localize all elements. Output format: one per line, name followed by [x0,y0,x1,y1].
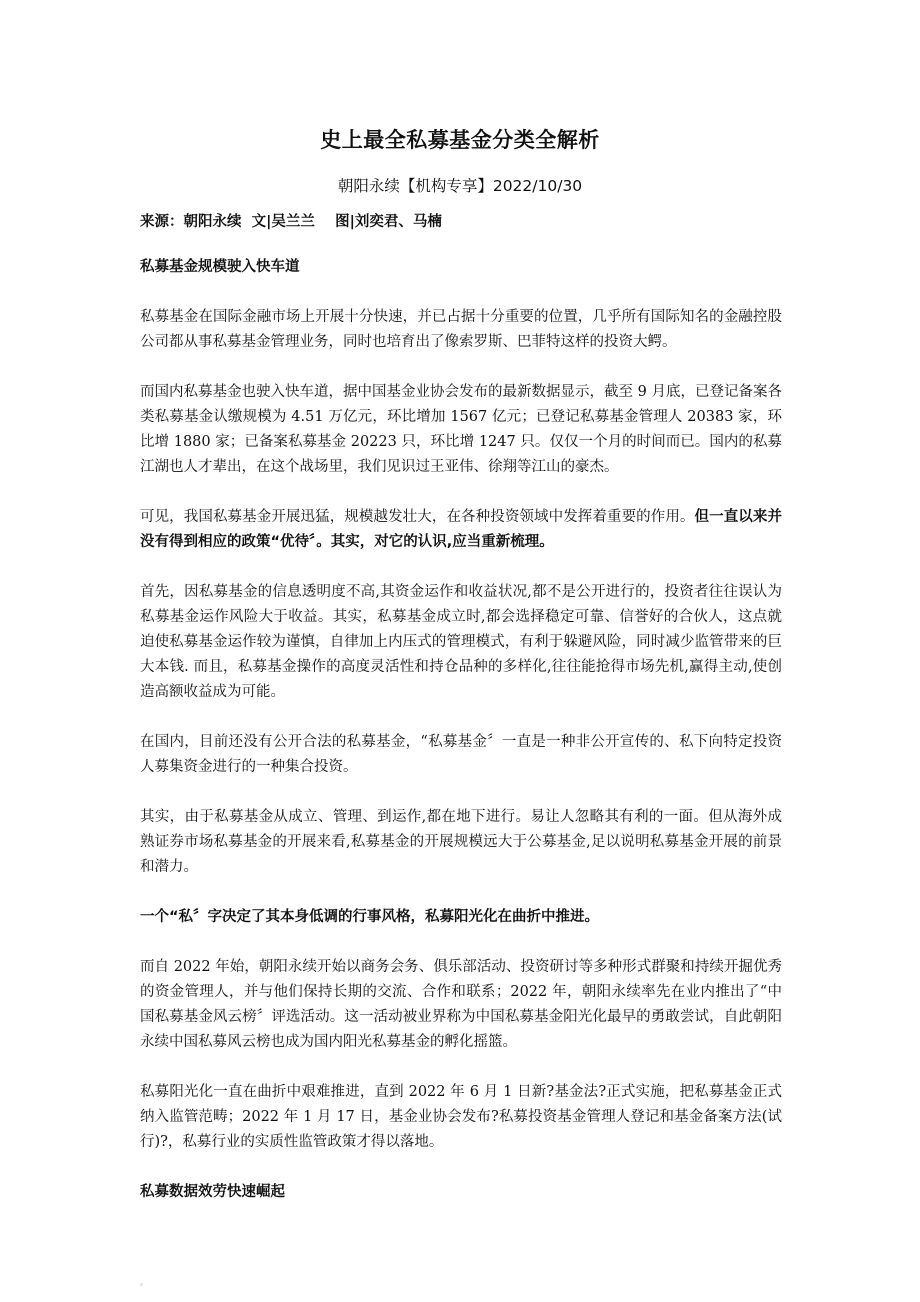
section-heading: 私募基金规模驶入快车道 [140,259,300,275]
paragraph: 而自 2022 年始，朝阳永续开始以商务会务、俱乐部活动、投资研讨等多种形式群聚和持续开掘优秀的资金管理人，并与他们保持长期的交流、合作和联系；2022 年，朝阳永续率先在业内推出了“中国私募基金风云榜〞评选活动。这一活动被业界称为中国私募基金阳光化最早的勇敢尝试，自此朝阳永续中国私募风云榜也成为国内阳光私募基金的孵化摇篮。 [140,959,782,1050]
paragraph [140,505,782,555]
document-subtitle: 朝阳永续【机构专享】2022/10/30 [337,177,583,195]
document-title: 史上最全私募基金分类全解析 [320,128,600,152]
paragraph: 其实，由于私募基金从成立、管理、到运作,都在地下进行。易让人忽略其有利的一面。但从海外成熟证券市场私募基金的开展来看,私募基金的开展规模远大于公募基金,足以说明私募基金开展的前景和潜力。 [140,809,782,875]
paragraph-text: 可见，我国私募基金开展迅猛，规模越发壮大，在各种投资领域中发挥着重要的作用。 [140,509,695,525]
paragraph: 私募阳光化一直在曲折中艰难推进，直到 2022 年 6 月 1 日新?基金法?正式实施，把私募基金正式纳入监管范畴；2022 年 1 月 17 日，基金业协会发布?私募投资基金管理人登记和基金备案方法(试行)?，私募行业的实质性监管政策才得以落地。 [140,1084,782,1150]
section-heading: 私募数据效劳快速崛起 [140,1184,285,1200]
paragraph: 而国内私募基金也驶入快车道，据中国基金业协会发布的最新数据显示，截至 9 月底，已登记备案各类私募基金认缴规模为 4.51 万亿元，环比增加 1567 亿元；已登记私募基金管理人 20383 家，环比增 1880 家；已备案私募基金 20223 只，环比增 1247 只。仅仅一个月的时间而已。国内的私募江湖也人才辈出，在这个战场里，我们见识过王亚伟、徐翔等江山的豪杰。 [140,384,782,475]
paragraph: 私募基金在国际金融市场上开展十分快速，并已占据十分重要的位置，几乎所有国际知名的金融控股公司都从事私募基金管理业务，同时也培育出了像索罗斯、巴菲特这样的投资大鳄。 [140,309,782,350]
section-heading: 一个“私〞字决定了其本身低调的行事风格，私募阳光化在曲折中推进。 [140,909,600,925]
source-line: 来源：朝阳永续 文|吴兰兰 图|刘奕君、马楠 [140,214,442,230]
page-mark [140,1283,143,1286]
paragraph-bold-text: 但一直以来并没有得到相应的政策“优待〞。其实，对它的认识,应当重新梳理。 [140,509,782,550]
paragraph: 首先，因私募基金的信息透明度不高,其资金运作和收益状况,都不是公开进行的，投资者往往误认为私募基金运作风险大于收益。其实，私募基金成立时,都会选择稳定可靠、信誉好的合伙人，这点就迫使私募基金运作较为谨慎，自律加上内压式的管理模式，有利于躲避风险，同时减少监管带来的巨大本钱. 而且，私募基金操作的高度灵活性和持仓品种的多样化,往往能抢得市场先机,赢得主动,使创造高额收益成为可能。 [140,584,782,700]
paragraph: 在国内，目前还没有公开合法的私募基金，“私募基金〞一直是一种非公开宣传的、私下向特定投资人募集资金进行的一种集合投资。 [140,734,782,775]
article-body [140,255,782,1230]
